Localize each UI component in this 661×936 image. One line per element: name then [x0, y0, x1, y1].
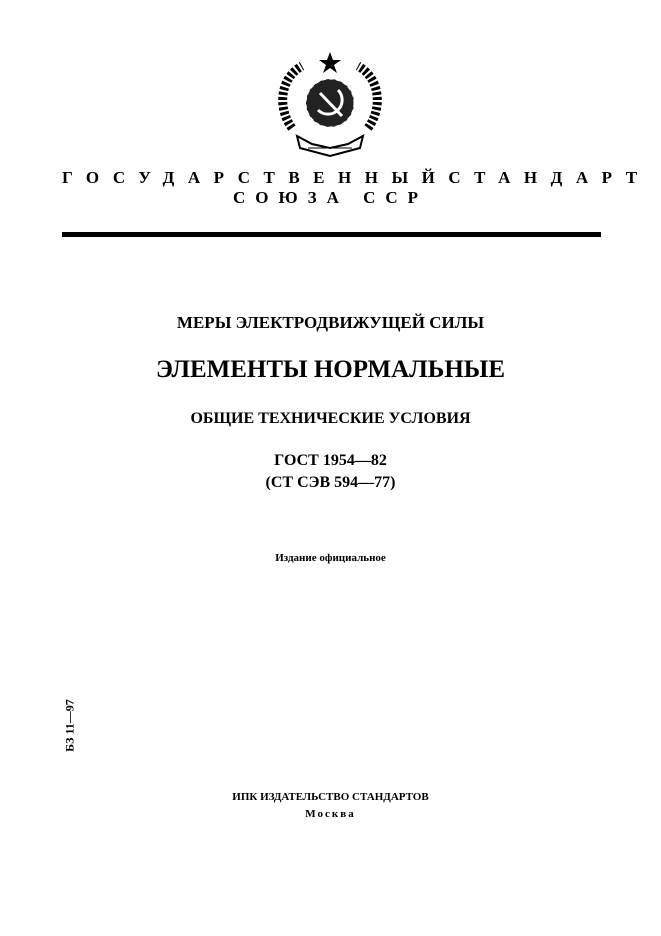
header-line-2: СОЮЗА ССР	[232, 188, 429, 207]
subtitle: ОБЩИЕ ТЕХНИЧЕСКИЕ УСЛОВИЯ	[190, 410, 471, 427]
main-title: ЭЛЕМЕНТЫ НОРМАЛЬНЫЕ	[155, 356, 506, 383]
ussr-emblem-icon	[272, 48, 388, 160]
header-line-1	[62, 168, 651, 188]
publisher-city: Москва	[305, 808, 356, 820]
header-rule	[62, 232, 601, 237]
standard-equivalent: (СТ СЭВ 594—77)	[265, 474, 396, 491]
title-line-1: МЕРЫ ЭЛЕКТРОДВИЖУЩЕЙ СИЛЫ	[176, 313, 485, 332]
publisher-name: ИПК ИЗДАТЕЛЬСТВО СТАНДАРТОВ	[232, 791, 429, 803]
edition-label: Издание официальное	[275, 552, 386, 564]
header-word-state: ГОСУДАРСТВЕННЫЙ	[62, 168, 449, 187]
standard-number: ГОСТ 1954—82	[274, 452, 387, 469]
side-code: БЗ 11—97	[62, 699, 77, 752]
header-word-standard: СТАНДАРТ	[448, 168, 651, 187]
